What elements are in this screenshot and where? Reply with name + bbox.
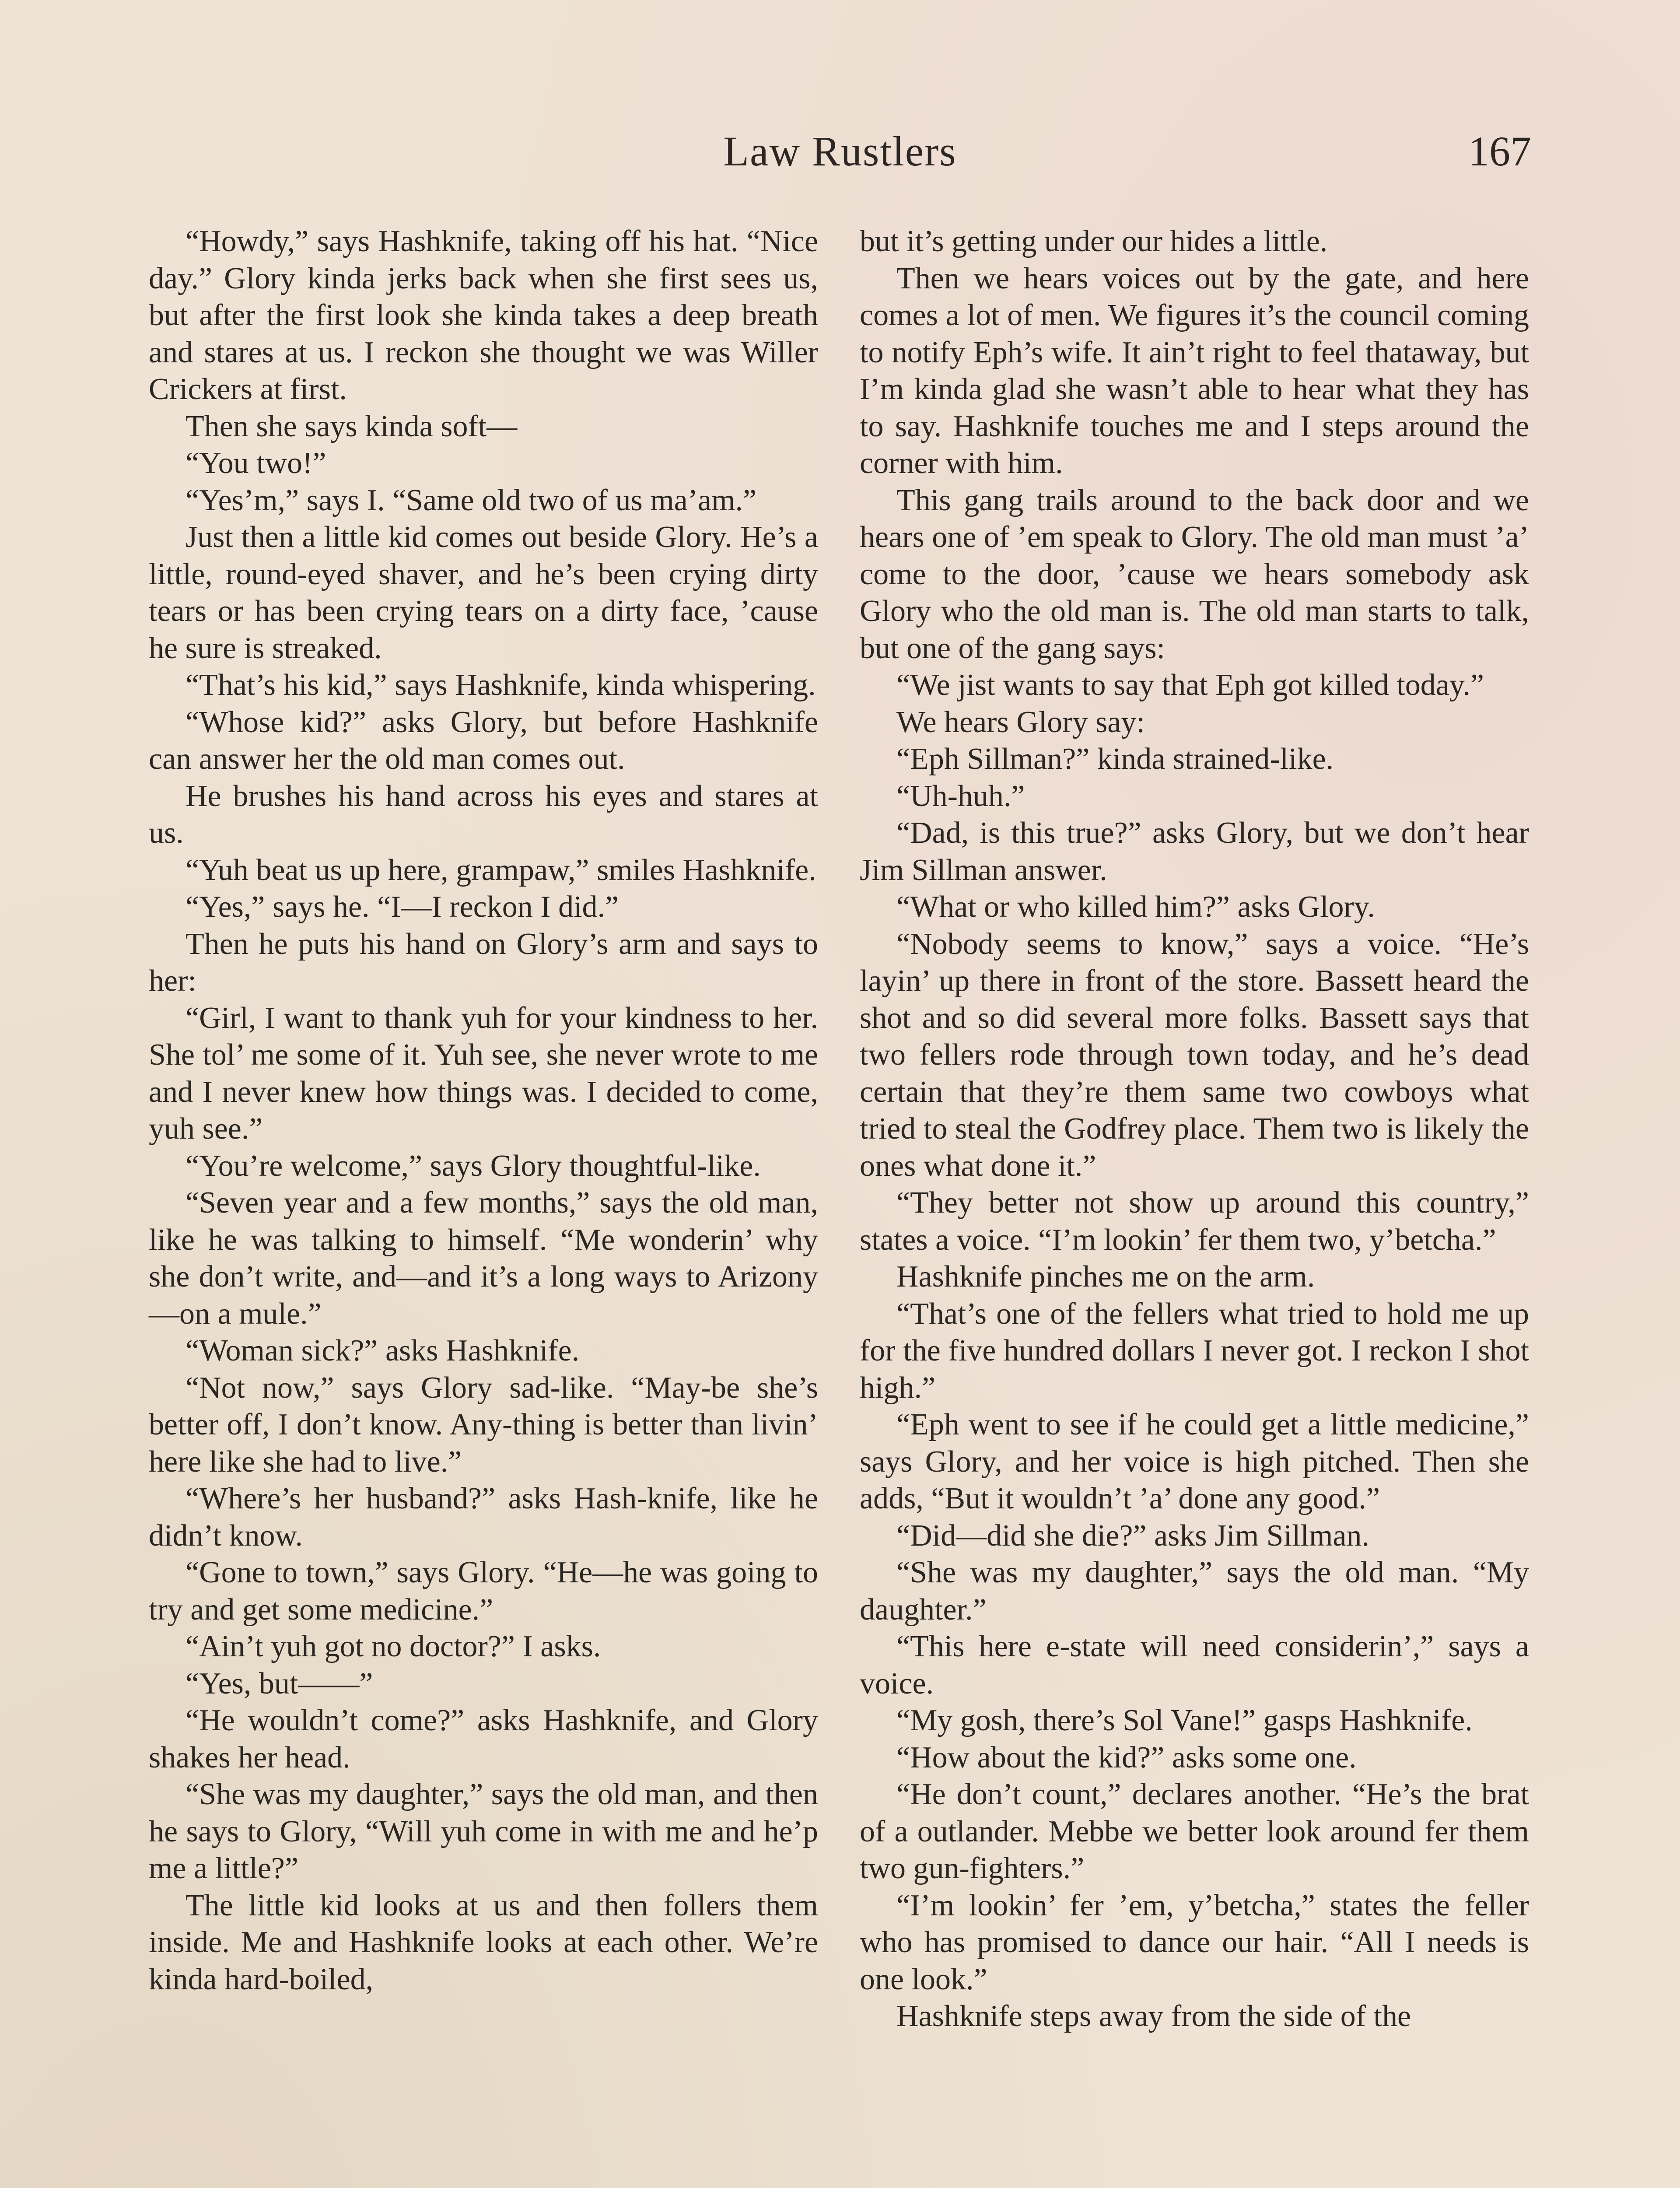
paragraph: “That’s his kid,” says Hashknife, kinda whispering. [186, 668, 816, 702]
right-text-column [860, 223, 1529, 2035]
page-number: 167 [1468, 128, 1531, 175]
paragraph: The little kid looks at us and then follers them inside. Me and Hashknife looks at each other. We’re kinda hard-boiled, [149, 1888, 818, 1996]
paragraph: This gang trails around to the back door and we hears one of ’em speak to Glory. The old man must ’a’ come to the door, ’cause we hears somebody ask Glory who the old man is. The old man starts to talk, but one of the gang says: [860, 483, 1529, 665]
paragraph: “You’re welcome,” says Glory thoughtful-like. [186, 1149, 761, 1183]
paragraph: “Girl, I want to thank yuh for your kindness to her. She tol’ me some of it. Yuh see, she never wrote to me and I never knew how things was. I decided to come, yuh see.” [149, 1001, 818, 1146]
paragraph: Hashknife steps away from the side of the [896, 1999, 1411, 2033]
paragraph: “What or who killed him?” asks Glory. [896, 890, 1375, 924]
left-text-column [149, 223, 818, 1998]
paragraph: “Did—did she die?” asks Jim Sillman. [896, 1518, 1369, 1553]
paragraph: “Yes’m,” says I. “Same old two of us ma’am.” [186, 483, 757, 517]
paragraph: “Eph Sillman?” kinda strained-like. [896, 742, 1334, 776]
paragraph: We hears Glory say: [896, 705, 1145, 739]
paragraph: “This here e-state will need considerin’,” says a voice. [860, 1630, 1529, 1701]
paragraph: “How about the kid?” asks some one. [896, 1740, 1357, 1774]
paragraph: “Eph went to see if he could get a little medicine,” says Glory, and her voice is high pitched. Then she adds, “But it wouldn’t ’a’ done any good.” [860, 1408, 1529, 1515]
paragraph: “Whose kid?” asks Glory, but before Hashknife can answer her the old man comes out. [149, 705, 818, 776]
paragraph: “My gosh, there’s Sol Vane!” gasps Hashknife. [896, 1704, 1473, 1737]
paragraph: Then he puts his hand on Glory’s arm and says to her: [149, 927, 818, 998]
running-title: Law Rustlers [723, 128, 957, 175]
paragraph: “You two!” [186, 446, 326, 480]
paragraph: Just then a little kid comes out beside Glory. He’s a little, round-eyed shaver, and he’s been crying dirty tears or has been crying tears on a dirty face, ’cause he sure is streaked. [149, 520, 818, 665]
paragraph: He brushes his hand across his eyes and stares at us. [149, 779, 818, 850]
paragraph: “Not now,” says Glory sad-like. “May-be she’s better off, I don’t know. Any-thing is better than livin’ here like she had to live.” [149, 1371, 818, 1479]
paragraph: “Yes, but——” [186, 1666, 373, 1701]
paragraph: “Gone to town,” says Glory. “He—he was going to try and get some medicine.” [149, 1556, 818, 1627]
paragraph: “Where’s her husband?” asks Hash-knife, like he didn’t know. [149, 1482, 818, 1553]
paragraph: “She was my daughter,” says the old man. “My daughter.” [860, 1556, 1529, 1627]
paragraph: “He wouldn’t come?” asks Hashknife, and Glory shakes her head. [149, 1704, 818, 1774]
paragraph: but it’s getting under our hides a little. [860, 224, 1328, 258]
paragraph: “Woman sick?” asks Hashknife. [186, 1334, 580, 1368]
paragraph: “Seven year and a few months,” says the old man, like he was talking to himself. “Me wonderin’ why she don’t write, and—and it’s a long ways to Arizony—on a mule.” [149, 1186, 818, 1331]
paragraph: Then we hears voices out by the gate, and here comes a lot of men. We figures it’s the council coming to notify Eph’s wife. It ain’t right to feel thataway, but I’m kinda glad she wasn’t able to hear what they has to say. Hashknife touches me and I steps around the corner with him. [860, 261, 1529, 480]
paragraph: “Ain’t yuh got no doctor?” I asks. [186, 1630, 601, 1663]
paragraph: “We jist wants to say that Eph got killed today.” [896, 668, 1484, 702]
paragraph: “Nobody seems to know,” says a voice. “He’s layin’ up there in front of the store. Bassett heard the shot and so did several more folks. Bassett says that two fellers rode through town today, and he’s dead certain that they’re them same two cowboys what tried to steal the Godfrey place. Them two is likely the ones what done it.” [860, 927, 1529, 1183]
paragraph: “She was my daughter,” says the old man, and then he says to Glory, “Will yuh come in with me and he’p me a little?” [149, 1778, 818, 1885]
paragraph: “He don’t count,” declares another. “He’s the brat of a outlander. Mebbe we better look around fer them two gun-fighters.” [860, 1778, 1529, 1885]
paragraph: Then she says kinda soft— [186, 409, 518, 443]
paragraph: “Yuh beat us up here, grampaw,” smiles Hashknife. [186, 853, 816, 887]
paragraph: “Howdy,” says Hashknife, taking off his hat. “Nice day.” Glory kinda jerks back when she first sees us, but after the first look she kinda takes a deep breath and stares at us. I reckon she thought we was Willer Crickers at first. [149, 224, 818, 406]
paragraph: “I’m lookin’ fer ’em, y’betcha,” states the feller who has promised to dance our hair. “All I needs is one look.” [860, 1888, 1529, 1996]
running-header [149, 127, 1531, 193]
paragraph: “That’s one of the fellers what tried to hold me up for the five hundred dollars I never got. I reckon I shot high.” [860, 1297, 1529, 1405]
paragraph: Hashknife pinches me on the arm. [896, 1260, 1315, 1294]
paragraph: “Uh-huh.” [896, 779, 1025, 813]
paragraph: “Yes,” says he. “I—I reckon I did.” [186, 890, 619, 924]
paragraph: “Dad, is this true?” asks Glory, but we don’t hear Jim Sillman answer. [860, 816, 1529, 887]
paragraph: “They better not show up around this country,” states a voice. “I’m lookin’ fer them two, y’betcha.” [860, 1186, 1529, 1257]
